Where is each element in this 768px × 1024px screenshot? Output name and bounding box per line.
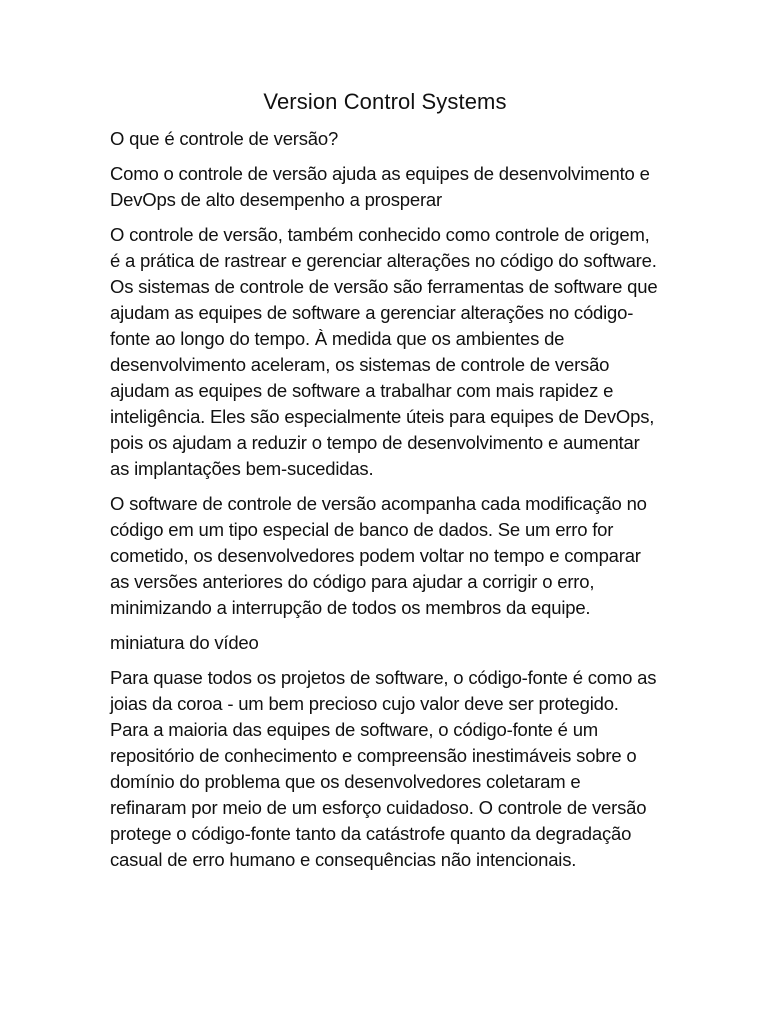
paragraph-source-code: Para quase todos os projetos de software, o código-fonte é como as joias da coroa - um bem precioso cujo valor deve ser protegido. Para a maioria das equipes de software, o código-fonte é um repositório de conhecimento e compreensão inestimáveis sobre o domínio do problema que os desenvolvedores coletaram e refinaram por meio de um esforço cuidadoso. O controle de versão protege o código-fonte tanto da catástrofe quanto da degradação casual de erro humano e consequências não intencionais. bbox=[110, 667, 657, 870]
paragraph-question: O que é controle de versão? bbox=[110, 128, 339, 149]
video-thumbnail-caption: miniatura do vídeo bbox=[110, 632, 259, 653]
paragraph-subtitle: Como o controle de versão ajuda as equipes de desenvolvimento e DevOps de alto desempenho a prosperar bbox=[110, 163, 650, 210]
page-title: Version Control Systems bbox=[263, 89, 507, 114]
paragraph-definition: O controle de versão, também conhecido como controle de origem, é a prática de rastrear e gerenciar alterações no código do software. Os sistemas de controle de versão são ferramentas de software que ajudam as equipes de software a gerenciar alterações no código-fonte ao longo do tempo. À medida que os ambientes de desenvolvimento aceleram, os sistemas de controle de versão ajudam as equipes de software a trabalhar com mais rapidez e inteligência. Eles são especialmente úteis para equipes de DevOps, pois os ajudam a reduzir o tempo de desenvolvimento e aumentar as implantações bem-sucedidas. bbox=[110, 224, 658, 479]
paragraph-tracking: O software de controle de versão acompanha cada modificação no código em um tipo especial de banco de dados. Se um erro for cometido, os desenvolvedores podem voltar no tempo e comparar as versões anteriores do código para ajudar a corrigir o erro, minimizando a interrupção de todos os membros da equipe. bbox=[110, 493, 647, 618]
